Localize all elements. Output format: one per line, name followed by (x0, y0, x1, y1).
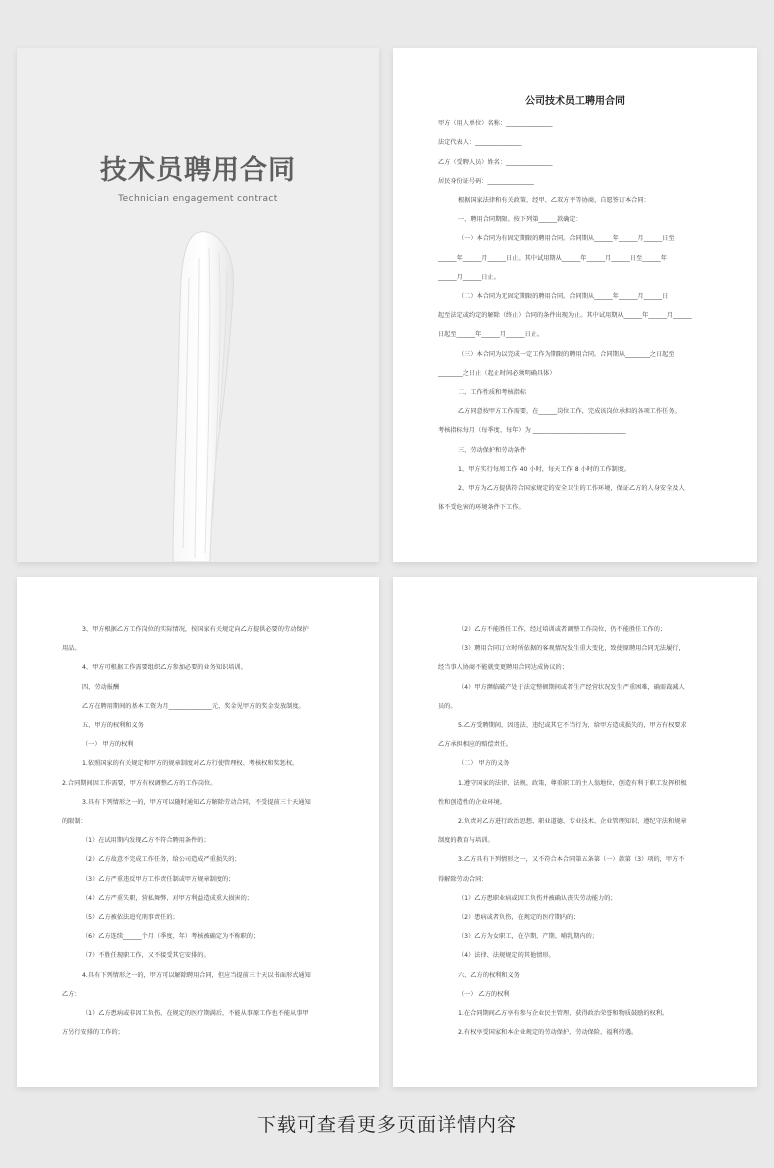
paragraph-line: 的限制： (62, 818, 87, 826)
paragraph-line: 3.乙方具有下列情形之一，又不符合本合同第五条第（一）款第（3）项的，甲方不 (458, 856, 685, 864)
paragraph-line: （一） 甲方的权利 (82, 741, 134, 749)
paragraph-line: （3）乙方严重违反甲方工作责任制或甲方规章制度的； (82, 875, 235, 883)
paragraph-line: 4、甲方可根据工作需要组织乙方参加必要的业务知识培训。 (82, 664, 247, 672)
paragraph-line: （5）乙方被依法追究刑事责任的； (82, 914, 179, 922)
paragraph-line: （一）本合同为有固定期限的聘用合同。合同期从______年______月______日至 (458, 235, 675, 243)
paragraph-line: 3、甲方根据乙方工作岗位的实际情况，按国家有关规定向乙方提供必要的劳动保护 (82, 626, 309, 633)
paragraph-line: （1）乙方患病或非因工负伤，在规定的医疗期满后，不能从事原工作也不能从事甲 (82, 1010, 309, 1018)
cover-page (17, 48, 379, 562)
paragraph-line: 三、劳动保护和劳动条件 (458, 446, 527, 454)
paragraph-line: 2.负责对乙方进行政治思想、职业道德、专业技术、企业管理知识、遵纪守法和规章 (458, 818, 687, 826)
paragraph-line: 2、甲方为乙方提供符合国家规定的安全卫生的工作环境，保证乙方的人身安全及人 (458, 485, 685, 493)
paragraph-line: 根据国家法律和有关政策、经甲、乙双方平等协商，自愿签订本合同： (458, 197, 650, 205)
paragraph-line: （2）乙方故意不完成工作任务，给公司造成严重损失的； (82, 856, 241, 864)
paragraph-line: 3.具有下列情形之一的，甲方可以随时通知乙方解除劳动合同，不受提前三十天通知 (82, 798, 311, 806)
paragraph-line: （二）本合同为无固定期限的聘用合同。合同期从______年______月______日 (458, 293, 669, 301)
paragraph-line: （6）乙方连续______个月（季度、年）考核被确定为不称职的； (82, 933, 260, 941)
paragraph-line: 一、聘用合同期限。按下列第______款确定： (458, 216, 582, 224)
download-more-caption: 下载可查看更多页面详情内容 (256, 1114, 517, 1136)
document-page-1 (393, 48, 757, 562)
page-3-body (393, 577, 757, 1087)
paragraph-line: ______年______月______日止。其中试用期从______年______月______日至______年 (438, 254, 667, 262)
paragraph-line: 五、甲方的权利和义务 (82, 722, 144, 730)
paragraph-line: 乙方承担相应的赔偿责任。 (438, 741, 513, 749)
paragraph-line: 性和创造性的企业环境。 (438, 798, 507, 806)
paragraph-line: 乙方在聘用期间的基本工资为月______________元，奖金见甲方的奖金发放制度。 (82, 702, 305, 710)
paragraph-line: ______月______日止。 (438, 273, 500, 281)
paragraph-line: 2.有权享受国家和本企业规定的劳动保护、劳动保险、福利待遇。 (458, 1029, 638, 1037)
paragraph-line: 员的。 (438, 702, 457, 710)
paragraph-line: 1、甲方实行每周工作 40 小时，每天工作 8 小时的工作制度。 (458, 465, 631, 473)
paragraph-line: 方另行安排的工作的； (62, 1029, 124, 1037)
paragraph-line: 1.遵守国家的法律、法规、政策，尊重职工的主人翁地位，创造有利于职工发挥积极 (458, 779, 687, 787)
paragraph-line: 考核指标每月（每季度、每年）为 ______________________________ (438, 427, 626, 435)
page-1-body (393, 48, 757, 562)
paragraph-line: （3）聘用合同订立时所依据的客观情况发生重大变化，致使原聘用合同无法履行， (458, 645, 685, 653)
paragraph-line: 六、乙方的权利和义务 (458, 971, 520, 979)
document-page-3 (393, 577, 757, 1087)
paragraph-line: 居民身份证号码：_______________ (438, 177, 534, 185)
cover-subtitle: Technician engagement contract (118, 194, 278, 204)
paragraph-line: （三）本合同为以完成一定工作为期限的聘用合同。合同期从________之日起至 (458, 350, 675, 358)
page-2-body (17, 577, 379, 1087)
paragraph-line: 5.乙方受聘期间，因违法、违纪或其它不当行为，给甲方造成损失的，甲方有权要求 (458, 722, 687, 730)
paragraph-line: （4）法律、法规规定的其他情形。 (458, 952, 555, 960)
paragraph-line: （1）乙方患职业病或因工负伤并被确认丧失劳动能力的； (458, 894, 617, 902)
paragraph-line: （一） 乙方的权利 (458, 990, 510, 998)
paragraph-line: 甲方（用人单位）名称：_______________ (438, 120, 553, 128)
paragraph-line: （7）不胜任现职工作，又不接受其它安排的。 (82, 952, 210, 960)
paragraph-line: （3）乙方为女职工，在孕期、产期、哺乳期内的； (458, 933, 599, 941)
paragraph-line: 1.在合同期间乙方享有参与企业民主管理、获得政治荣誉和物质鼓励的权利。 (458, 1010, 669, 1018)
paragraph-line: （2）患病或者负伤，在规定的医疗期内的； (458, 914, 580, 922)
paragraph-line: ________之日止（起止时间必须明确具体） (438, 369, 556, 377)
paragraph-line: 1.依照国家的有关规定和甲方的规章制度对乙方行使管理权、考核权和奖惩权。 (82, 760, 299, 768)
paragraph-line: 2.合同期间因工作需要，甲方有权调整乙方的工作岗位。 (62, 779, 217, 787)
paragraph-line: 法定代表人：_______________ (438, 139, 522, 147)
document-page-2 (17, 577, 379, 1087)
paragraph-line: （4）乙方严重失职，营私舞弊，对甲方利益造成重大损害的； (82, 894, 253, 902)
paragraph-line: 经当事人协商不能就变更聘用合同达成协议的； (438, 664, 568, 672)
paragraph-line: 乙方（受聘人员）姓名：_______________ (438, 158, 553, 166)
paragraph-line: 乙方同意按甲方工作需要，在______岗位工作，完成该岗位承担的各项工作任务。 (458, 408, 681, 416)
paragraph-line: 乙方： (62, 990, 81, 998)
paragraph-line: 体不受危害的环境条件下工作。 (438, 504, 525, 512)
paint-stroke-image (17, 48, 379, 562)
cover-title: 技术员聘用合同 (100, 155, 296, 186)
paragraph-line: 二、工作性质和考核指标 (458, 389, 527, 397)
paragraph-line: 用品。 (62, 645, 81, 653)
paragraph-line: （4）甲方濒临破产处于法定整顿期间或者生产经营状况发生严重困难，确需裁减人 (458, 683, 685, 691)
paragraph-line: 起至法定或约定的解除（终止）合同的条件出现为止。其中试用期从______年______月______ (438, 312, 692, 320)
paragraph-line: （二） 甲方的义务 (458, 760, 510, 768)
paragraph-line: 日起至______年______月______日止。 (438, 331, 544, 339)
paragraph-line: 四、劳动报酬 (82, 683, 120, 691)
paragraph-line: 得解除劳动合同： (438, 875, 488, 883)
paragraph-line: （2）乙方不能胜任工作，经过培训或者调整工作岗位，仍不能胜任工作的； (458, 626, 667, 633)
paragraph-line: 4.具有下列情形之一的，甲方可以解除聘用合同，但应当提前三十天以书面形式通知 (82, 971, 311, 979)
paragraph-line: 制度的教育与培训。 (438, 837, 494, 845)
paragraph-line: （1）在试用期内发现乙方不符合聘用条件的； (82, 837, 210, 845)
document-title: 公司技术员工聘用合同 (525, 96, 625, 107)
